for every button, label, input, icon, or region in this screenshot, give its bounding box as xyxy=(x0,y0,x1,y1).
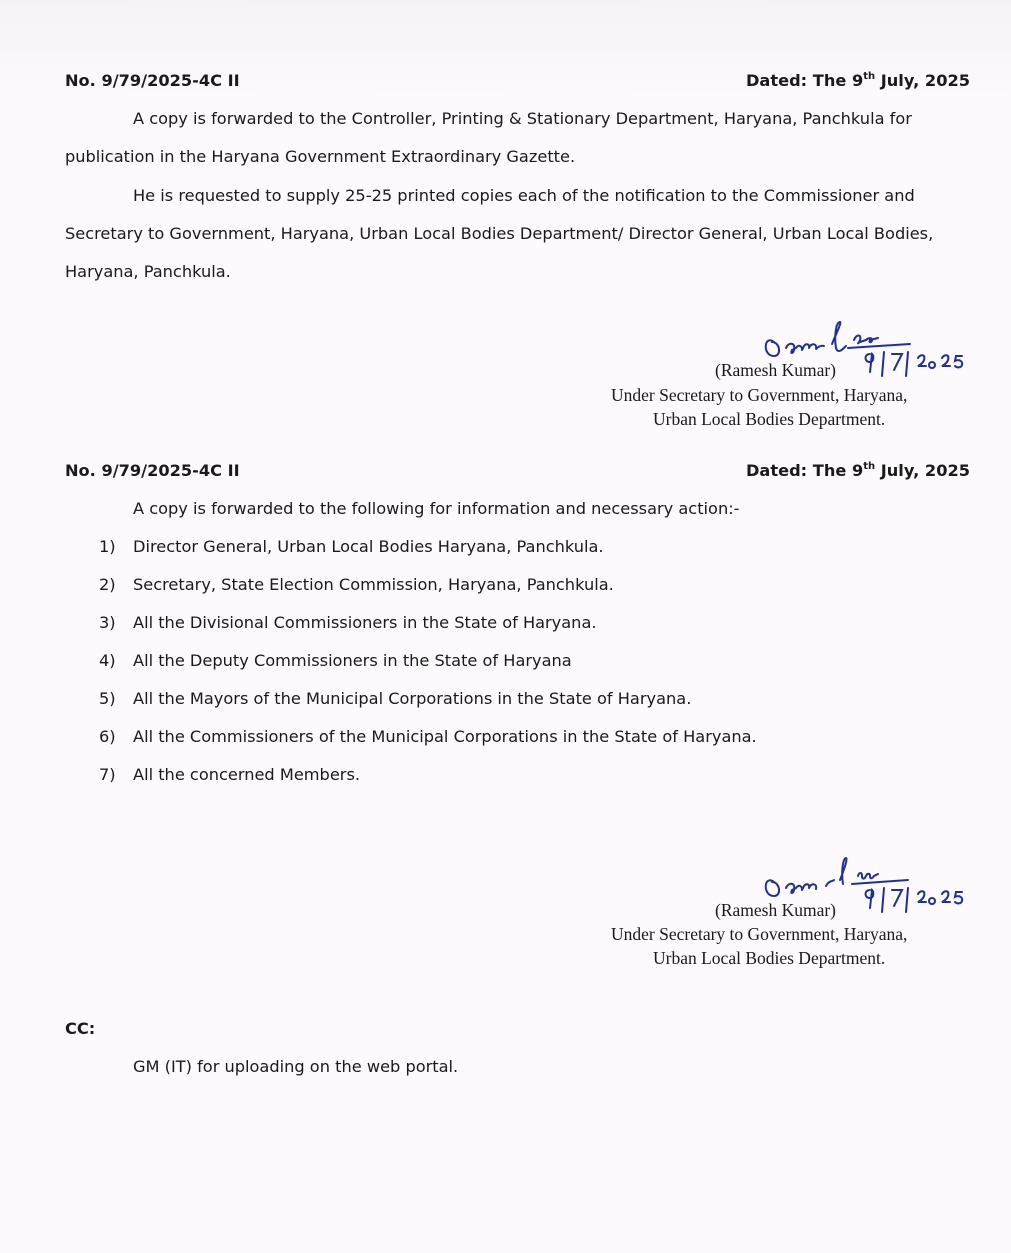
distribution-intro: A copy is forwarded to the following for information and necessary action:- xyxy=(133,499,740,518)
list-item-text: Secretary, State Election Commission, Haryana, Panchkula. xyxy=(133,575,614,594)
reference-number: No. 9/79/2025-4C II xyxy=(65,461,240,480)
list-item xyxy=(99,537,604,557)
signatory-department: Urban Local Bodies Department. xyxy=(653,409,886,429)
list-item-number: 1) xyxy=(99,537,116,556)
list-item-text: All the Mayors of the Municipal Corporations in the State of Haryana. xyxy=(133,689,692,708)
dated-line: Dated: The 9th July, 2025 xyxy=(746,460,970,480)
list-item-text: All the Divisional Commissioners in the State of Haryana. xyxy=(133,613,597,632)
signatory-department: Urban Local Bodies Department. xyxy=(653,948,886,968)
list-item-number: 7) xyxy=(99,765,116,784)
signatory-title: Under Secretary to Government, Haryana, xyxy=(611,924,908,944)
dated-line: Dated: The 9th July, 2025 xyxy=(746,70,970,90)
list-item xyxy=(99,613,597,633)
cc-label: CC: xyxy=(65,1019,96,1038)
list-item-number: 3) xyxy=(99,613,116,632)
list-item-text: All the Commissioners of the Municipal Corporations in the State of Haryana. xyxy=(133,727,757,746)
paragraph-line: Secretary to Government, Haryana, Urban Local Bodies Department/ Director General, Urban Local Bodies, xyxy=(65,224,934,243)
cc-text: GM (IT) for uploading on the web portal. xyxy=(133,1057,459,1076)
paragraph-line: Haryana, Panchkula. xyxy=(65,262,231,281)
list-item-number: 5) xyxy=(99,689,116,708)
list-item xyxy=(99,765,360,785)
list-item-text: Director General, Urban Local Bodies Haryana, Panchkula. xyxy=(133,537,604,556)
list-item-text: All the Deputy Commissioners in the State of Haryana xyxy=(133,651,572,670)
list-item xyxy=(99,651,572,671)
signatory-name: (Ramesh Kumar) xyxy=(715,360,837,380)
list-item-number: 4) xyxy=(99,651,116,670)
list-item xyxy=(99,727,757,747)
list-item xyxy=(99,575,614,595)
list-item-number: 2) xyxy=(99,575,116,594)
signatory-title: Under Secretary to Government, Haryana, xyxy=(611,385,908,405)
paragraph-line: He is requested to supply 25-25 printed copies each of the notification to the Commissioner and xyxy=(133,186,915,205)
list-item-text: All the concerned Members. xyxy=(133,765,361,784)
reference-number: No. 9/79/2025-4C II xyxy=(65,71,240,90)
signatory-name: (Ramesh Kumar) xyxy=(715,900,837,920)
paragraph-line: A copy is forwarded to the Controller, Printing & Stationary Department, Haryana, Panchkula for xyxy=(133,109,912,128)
list-item xyxy=(99,689,691,709)
paragraph-line: publication in the Haryana Government Extraordinary Gazette. xyxy=(65,147,576,166)
list-item-number: 6) xyxy=(99,727,116,746)
